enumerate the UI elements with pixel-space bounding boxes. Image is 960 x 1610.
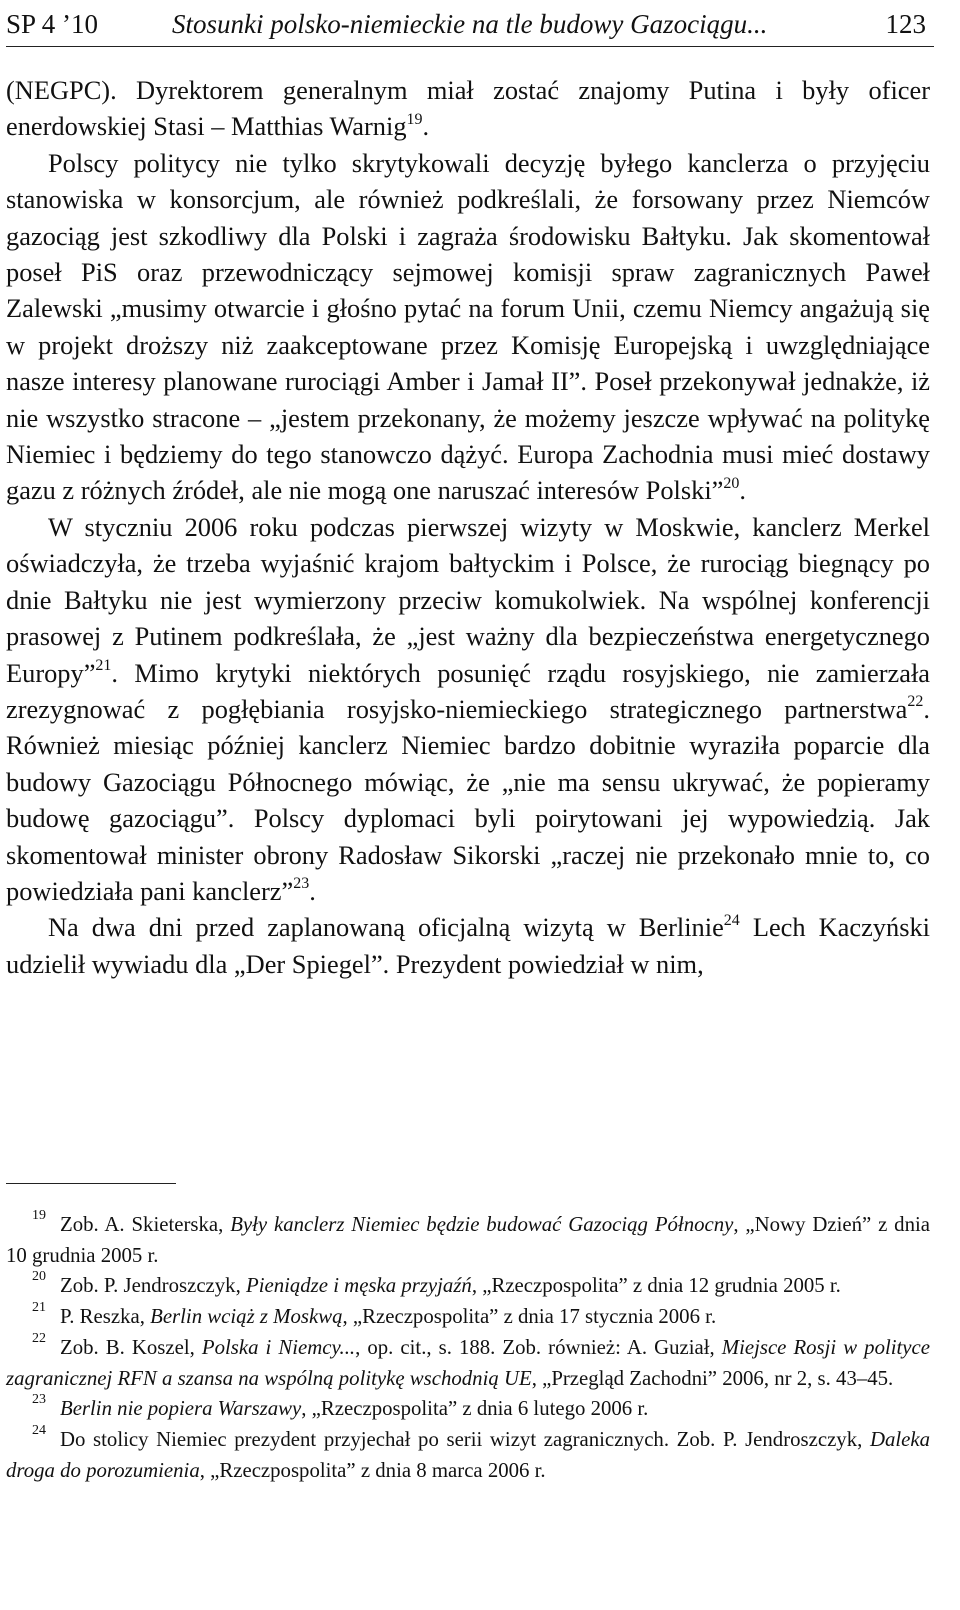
footnote-23: $^{23}$ Berlin nie popiera Warszawy, „Rzeczpospolita” z dnia 6 lutego 2006 r. — [32, 1392, 649, 1421]
paragraph-1: (NEGPC). Dyrektorem generalnym miał zostać znajomy Putina i były oficer enerdowskiej Stasi – Matthias Warnig$^{19}$. — [6, 75, 930, 142]
paragraph-3: W styczniu 2006 roku podczas pierwszej wizyty w Moskwie, kanclerz Merkel oświadczyła, że trzeba wyjaśnić krajom bałtyckim i Polsce, że rurociąg biegnący po dnie Bałtyku nie jest wymierzony przeciw komukolwiek. Na wspólnej konferencji prasowej z Putinem podkreślała, że „jest ważny dla bezpieczeństwa energetycznego Europy”$^{21}$. Mimo krytyki niektórych posunięć rządu rosyjskiego, nie zamierzała zrezygnować z pogłębiania rosyjsko-niemieckiego strategicznego partnerstwa$^{22}$. Również miesiąc później kanclerz Niemiec bardzo dobitnie wyraziła poparcie dla budowy Gazociągu Północnego mówiąc, że „nie ma sensu ukrywać, że popieramy budowę gazociągu”. Polscy dyplomaci byli poirytowani jej wypowiedzią. Jak skomentował minister obrony Radosław Sikorski „raczej nie przekonało mnie to, co powiedziała pani kanclerz”$^{23}$. — [6, 511, 930, 906]
footnote-21: $^{21}$ P. Reszka, Berlin wciąż z Moskwą, „Rzeczpospolita” z dnia 17 stycznia 2006 r. — [32, 1300, 717, 1329]
footnote-ref-24[interactable]: 24 — [723, 911, 740, 929]
main-text — [6, 72, 930, 982]
footnote-ref-21[interactable]: 21 — [95, 656, 112, 674]
footnote-ref-22[interactable]: 22 — [907, 693, 924, 711]
footnote-number: 21 — [32, 1300, 46, 1316]
page-number: 123 — [885, 9, 926, 39]
footnote-19: $^{19}$ Zob. A. Skieterska, Były kanclerz Niemiec będzie budować Gazociąg Północny, „Nowy Dzień” z dnia 10 grudnia 2005 r. — [6, 1208, 930, 1267]
paragraph-4: Na dwa dni przed zaplanowaną oficjalną wizytą w Berlinie$^{24}$ Lech Kaczyński udzielił wywiadu dla „Der Spiegel”. Prezydent powiedział w nim, — [6, 911, 930, 979]
footnote-24: $^{24}$ Do stolicy Niemiec prezydent przyjechał po serii wizyt zagranicznych. Zob. P. Jendroszczyk, Daleka droga do porozumienia, „Rzeczpospolita” z dnia 8 marca 2006 r. — [6, 1423, 930, 1482]
footnote-number: 22 — [32, 1330, 46, 1346]
running-header — [6, 6, 934, 47]
footnote-ref-19[interactable]: 19 — [406, 110, 423, 128]
footnote-number: 23 — [32, 1392, 46, 1408]
footnote-22: $^{22}$ Zob. B. Koszel, Polska i Niemcy..., op. cit., s. 188. Zob. również: A. Guział, Miejsce Rosji w polityce zagranicznej RFN a szansa na wspólną politykę wschodnią UE, „Przegląd Zachodni” 2006, nr 2, s. 43–45. — [6, 1330, 930, 1390]
footnote-number: 24 — [32, 1423, 46, 1438]
paragraph-2: Polscy politycy nie tylko skrytykowali decyzję byłego kanclerza o przyjęciu stanowiska w konsorcjum, ale również podkreślali, że forsowany przez Niemców gazociąg jest szkodliwy dla Polski i zagraża środowisku Bałtyku. Jak skomentował poseł PiS oraz przewodniczący sejmowej komisji spraw zagranicznych Paweł Zalewski „musimy otwarcie i głośno pytać na forum Unii, czemu Niemcy angażują się w projekt droższy niż zaakceptowane przez Komisję Europejską i uwzględniające nasze interesy planowane rurociągi Amber i Jamał II”. Poseł przekonywał jednakże, iż nie wszystko stracone – „jestem przekonany, że możemy jeszcze wpływać na politykę Niemiec i będziemy do tego stanowczo dążyć. Europa Zachodnia musi mieć dostawy gazu z różnych źródeł, ale nie mogą one naruszać interesów Polski”$^{20}$. — [6, 147, 930, 506]
footnote-ref-20[interactable]: 20 — [723, 474, 740, 492]
journal-issue: SP 4 ’10 — [6, 9, 99, 39]
running-title: Stosunki polsko-niemieckie na tle budowy Gazociągu... — [172, 9, 768, 39]
footnote-ref-23[interactable]: 23 — [293, 875, 310, 893]
footnote-number: 20 — [32, 1269, 46, 1285]
footnote-number: 19 — [32, 1208, 46, 1224]
footnotes — [6, 1210, 930, 1486]
footnote-separator — [6, 1183, 176, 1184]
footnote-20: $^{20}$ Zob. P. Jendroszczyk, Pieniądze i męska przyjaźń, „Rzeczpospolita” z dnia 12 grudnia 2005 r. — [32, 1269, 841, 1298]
